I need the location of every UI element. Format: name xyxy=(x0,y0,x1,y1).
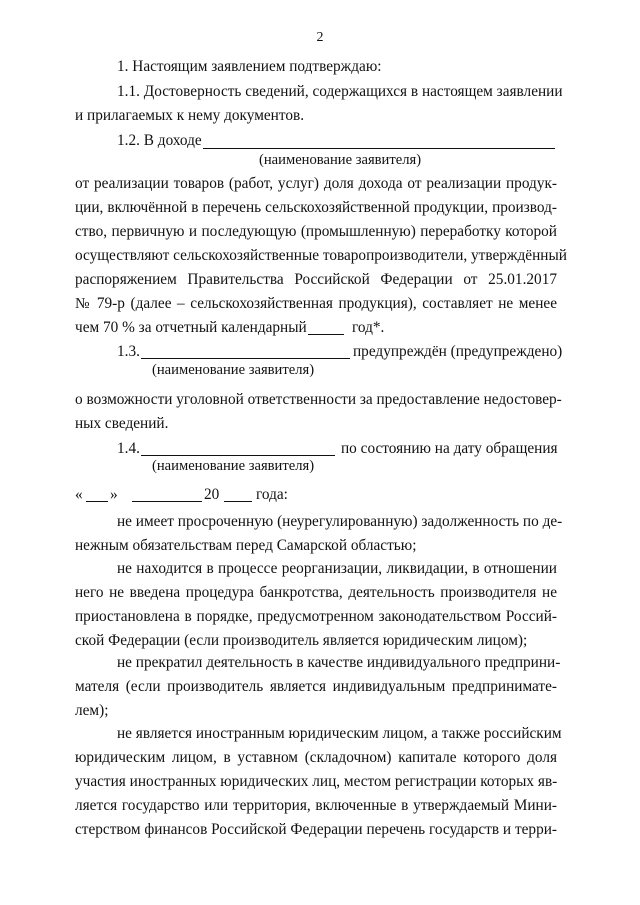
applicant-name-blank-3[interactable] xyxy=(141,455,335,456)
year-suffix: года: xyxy=(256,486,288,503)
item-1-1-line-1: 1.1. Достоверность сведений, содержащихся в настоящем заявлении xyxy=(117,83,563,100)
applicant-name-blank[interactable] xyxy=(203,148,555,149)
reporting-year-blank[interactable] xyxy=(308,334,344,335)
condition-1-line-1: не имеет просроченную (неурегулированную) задолженность по де- xyxy=(117,513,563,530)
item-1-2-caption: (наименование заявителя) xyxy=(259,152,422,168)
item-1-4-after: по состоянию на дату обращения xyxy=(341,440,558,457)
page-number: 2 xyxy=(316,30,324,45)
condition-2-line-1: не находится в процессе реорганизации, ликвидации, в отношении xyxy=(117,560,557,577)
condition-3-line-2: мателя (если производитель является индивидуальным предпринимате- xyxy=(75,678,557,695)
item-1-2-year-suffix: год*. xyxy=(352,319,385,336)
item-1-2-line-1: от реализации товаров (работ, услуг) доля дохода от реализации продук- xyxy=(75,175,557,192)
item-1-4-label: 1.4. xyxy=(117,440,140,457)
condition-4-line-5: стерством финансов Российской Федерации перечень государств и терри- xyxy=(75,821,557,838)
condition-1-line-2: нежным обязательствам перед Самарской областью; xyxy=(75,537,417,554)
item-1-3-line-2: ных сведений. xyxy=(75,415,169,432)
item-1-2-line-3: ство, первичную и последующую (промышленную) переработку которой xyxy=(75,223,557,240)
item-1-2-line-4: осуществляют сельскохозяйственные товаропроизводители, утверждённый xyxy=(75,247,567,264)
condition-2-line-2: него не введена процедура банкротства, деятельность производителя не xyxy=(75,584,557,601)
applicant-name-blank-2[interactable] xyxy=(141,358,350,359)
item-1-2-line-7: чем 70 % за отчетный календарный xyxy=(75,319,307,336)
item-1-1-line-2: и прилагаемых к нему документов. xyxy=(75,107,305,124)
condition-3-line-1: не прекратил деятельность в качестве индивидуального предприни- xyxy=(117,654,561,671)
condition-4-line-3: участия иностранных юридических лиц, местом регистрации которых яв- xyxy=(75,773,558,790)
date-close-quote: » xyxy=(110,486,118,503)
condition-4-line-2: юридическим лицом, в уставном (складочном) капитале которого доля xyxy=(75,749,557,766)
condition-2-line-4: ской Федерации (если производитель является юридическим лицом); xyxy=(75,632,528,649)
condition-2-line-3: приостановлена в порядке, предусмотренном законодательством Россий- xyxy=(75,608,557,625)
date-open-quote: « xyxy=(75,486,83,503)
item-1-2-line-6: № 79-р (далее – сельскохозяйственная продукция), составляет не менее xyxy=(75,295,557,312)
item-1-3-caption: (наименование заявителя) xyxy=(152,362,315,378)
year-blank[interactable] xyxy=(224,501,252,502)
item-1-3-after: предупреждён (предупреждено) xyxy=(353,343,563,360)
item-1-3-label: 1.3. xyxy=(117,343,140,360)
section-1-heading: 1. Настоящим заявлением подтверждаю: xyxy=(117,58,382,75)
day-blank[interactable] xyxy=(86,501,108,502)
item-1-4-caption: (наименование заявителя) xyxy=(152,458,315,474)
item-1-2-line-2: ции, включённой в перечень сельскохозяйственной продукции, производ- xyxy=(75,199,557,216)
item-1-3-line-1: о возможности уголовной ответственности за предоставление недостовер- xyxy=(75,391,562,408)
condition-4-line-1: не является иностранным юридическим лицом, а также российским xyxy=(117,725,562,742)
item-1-2-line-5: распоряжением Правительства Российской Федерации от 25.01.2017 xyxy=(75,271,557,288)
condition-4-line-4: ляется государство или территория, включенные в утверждаемый Мини- xyxy=(75,797,557,814)
month-blank[interactable] xyxy=(132,501,202,502)
item-1-2-label: 1.2. В доходе xyxy=(117,132,202,149)
condition-3-line-3: лем); xyxy=(75,702,109,719)
year-prefix: 20 xyxy=(204,486,220,503)
